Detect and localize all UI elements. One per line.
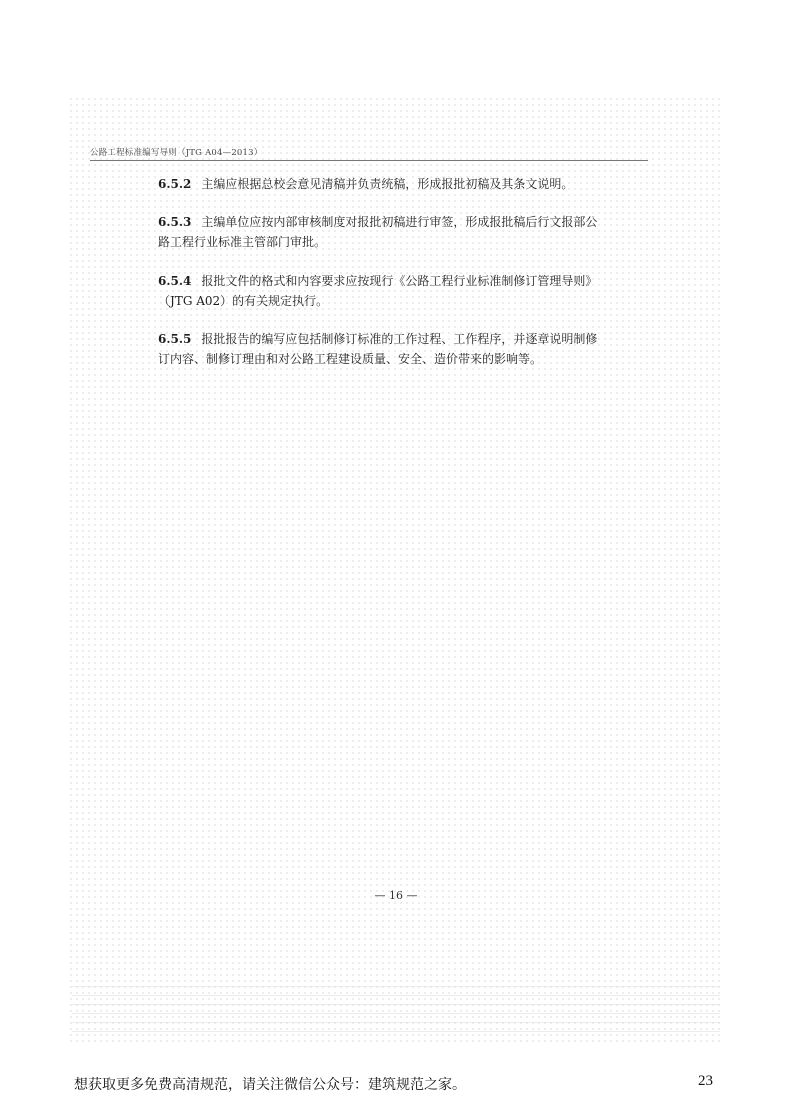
clause-text-continuation: （JTG A02）的有关规定执行。 [158,294,329,308]
clause-6-5-5 [158,329,648,369]
clause-number: 6.5.4 [158,274,192,288]
scan-artifact [72,985,720,1040]
footer-promo-note: 想获取更多免费高清规范，请关注微信公众号：建筑规范之家。 [74,1077,466,1093]
clause-6-5-3 [158,212,648,252]
clause-text: 报批文件的格式和内容要求应按现行《公路工程行业标准制修订管理导则》 [201,274,598,288]
clause-number: 6.5.2 [158,177,192,191]
footer-page-number: 23 [698,1073,713,1089]
clause-text-continuation: 路工程行业标准主管部门审批。 [158,235,327,249]
running-header: 公路工程标准编写导则（JTG A04—2013） [90,148,263,158]
clause-6-5-2 [158,174,648,194]
clause-text: 主编单位应按内部审核制度对报批初稿进行审签，形成报批稿后行文报部公 [201,215,598,229]
clause-text-continuation: 订内容、制修订理由和对公路工程建设质量、安全、造价带来的影响等。 [158,352,543,366]
clause-6-5-4 [158,271,648,311]
clause-number: 6.5.5 [158,332,192,346]
clause-text: 主编应根据总校会意见清稿并负责统稿，形成报批初稿及其条文说明。 [201,177,574,191]
clause-number: 6.5.3 [158,215,192,229]
header-rule [90,160,648,161]
page-number: — 16 — [374,889,418,902]
clause-text: 报批报告的编写应包括制修订标准的工作过程、工作程序，并逐章说明制修 [201,332,598,346]
